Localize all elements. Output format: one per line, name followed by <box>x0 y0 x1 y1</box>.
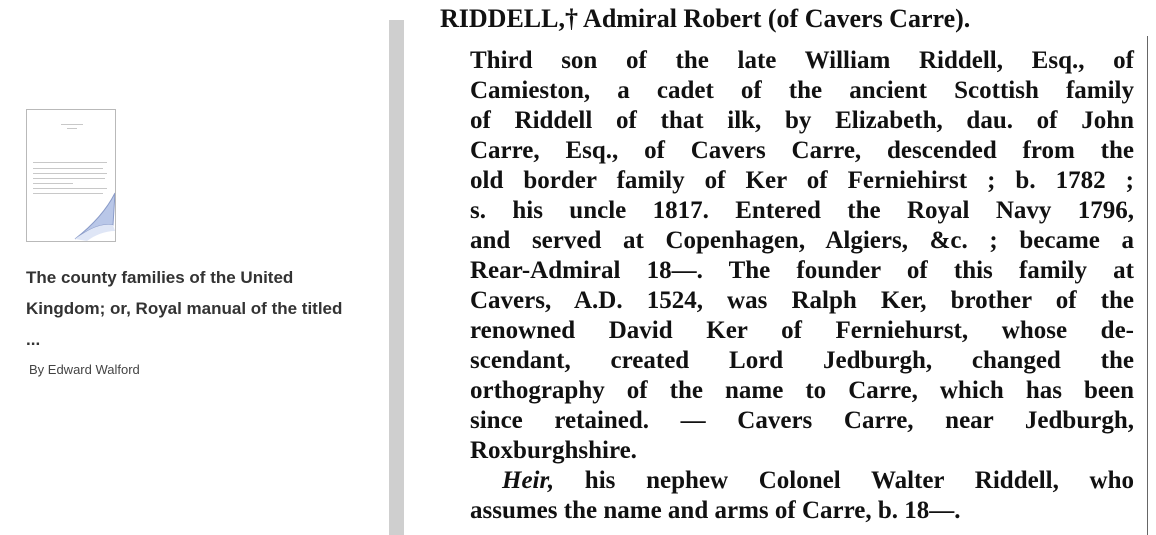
page-curl-icon <box>67 189 115 241</box>
entry-line: s. his uncle 1817. Entered the Royal Navy 1796, <box>470 197 1134 224</box>
entry-line: since retained. — Cavers Carre, near Jedburgh, <box>470 407 1134 434</box>
entry-line: renowned David Ker of Ferniehurst, whose de- <box>470 317 1134 344</box>
entry-last-line: assumes the name and arms of Carre, b. 18—. <box>470 497 961 524</box>
book-title-link[interactable]: The county families of the United Kingdom; or, Royal manual of the titled ... <box>26 268 343 349</box>
scanned-page-snippet <box>404 0 1148 535</box>
heir-text: his nephew Colonel Walter Riddell, who <box>554 467 1134 494</box>
entry-line: and served at Copenhagen, Algiers, &c. ; became a <box>470 227 1134 254</box>
entry-line: Rear-Admiral 18—. The founder of this family at <box>470 257 1134 284</box>
entry-line: old border family of Ker of Ferniehirst ; b. 1782 ; <box>470 167 1134 194</box>
entry-line: Carre, Esq., of Cavers Carre, descended from the <box>470 137 1134 164</box>
heir-line <box>502 466 1134 496</box>
entry-line: orthography of the name to Carre, which has been <box>470 377 1134 404</box>
entry-line: Third son of the late William Riddell, Esq., of <box>470 47 1134 74</box>
page-edge-shadow <box>389 20 404 535</box>
entry-line: scendant, created Lord Jedburgh, changed the <box>470 347 1134 374</box>
heir-label: Heir, <box>502 467 555 494</box>
column-rule <box>1147 36 1148 535</box>
book-author: By Edward Walford <box>29 362 140 377</box>
book-cover-thumbnail[interactable] <box>26 109 116 242</box>
entry-line: Camieston, a cadet of the ancient Scottish family <box>470 77 1134 104</box>
book-sidebar <box>0 0 380 535</box>
entry-line: Cavers, A.D. 1524, was Ralph Ker, brother of the <box>470 287 1134 314</box>
entry-line: Roxburghshire. <box>470 437 637 464</box>
entry-line: of Riddell of that ilk, by Elizabeth, dau. of John <box>470 107 1134 134</box>
entry-heading: RIDDELL,† Admiral Robert (of Cavers Carre). <box>440 4 971 33</box>
